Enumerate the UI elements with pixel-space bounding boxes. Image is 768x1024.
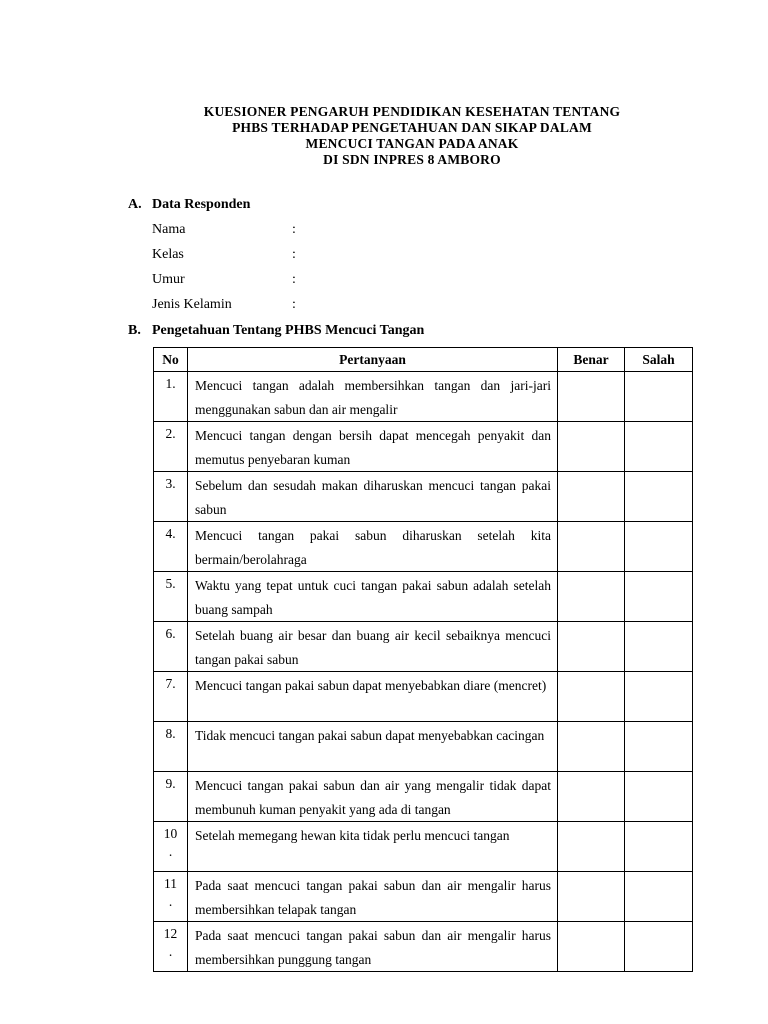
title-line-2: PHBS TERHADAP PENGETAHUAN DAN SIKAP DALAM [232,120,592,135]
row-number [154,372,188,422]
table-row [154,922,693,972]
section-b-letter: B. [128,323,141,338]
table-row [154,722,693,772]
questionnaire-table [153,347,693,972]
row-number-text: 5. [165,576,176,591]
question-text: Mencuci tangan dengan bersih dapat mencegah penyakit dan memutus penyebaran kuman [188,422,558,472]
answer-benar-cell[interactable] [558,472,625,522]
answer-salah-cell[interactable] [625,422,693,472]
question-text: Mencuci tangan adalah membersihkan tangan dan jari-jari menggunakan sabun dan air mengalir [188,372,558,422]
answer-benar-cell[interactable] [558,522,625,572]
table-header-row [154,348,693,372]
question-text: Waktu yang tepat untuk cuci tangan pakai sabun adalah setelah buang sampah [188,572,558,622]
row-number-text: 12 [163,926,178,941]
row-number-text: 7. [165,676,176,691]
field-colon: : [292,272,296,287]
table-row [154,772,693,822]
section-a-heading [128,197,250,213]
table-body [154,372,693,972]
answer-salah-cell[interactable] [625,872,693,922]
table-row [154,622,693,672]
answer-benar-cell[interactable] [558,372,625,422]
row-number-text: 8. [165,726,176,741]
row-number [154,772,188,822]
table-row [154,872,693,922]
field-nama [152,222,296,238]
answer-salah-cell[interactable] [625,922,693,972]
row-number [154,822,188,872]
question-text: Setelah memegang hewan kita tidak perlu mencuci tangan [188,822,558,872]
field-colon: : [292,247,296,262]
question-text: Mencuci tangan pakai sabun diharuskan setelah kita bermain/berolahraga [188,522,558,572]
row-number-text: 6. [165,626,176,641]
field-jenis-kelamin [152,297,296,313]
question-text: Setelah buang air besar dan buang air kecil sebaiknya mencuci tangan pakai sabun [188,622,558,672]
row-number [154,622,188,672]
section-b-title: Pengetahuan Tentang PHBS Mencuci Tangan [152,323,425,338]
row-number [154,522,188,572]
row-number-text: 9. [165,776,176,791]
title-line-4: DI SDN INPRES 8 AMBORO [323,152,501,167]
field-label: Umur [152,272,185,287]
answer-benar-cell[interactable] [558,572,625,622]
header-true: Benar [558,348,625,372]
row-number [154,422,188,472]
answer-benar-cell[interactable] [558,822,625,872]
field-label: Kelas [152,247,184,262]
row-number-text: 11 [164,876,177,891]
question-text: Mencuci tangan pakai sabun dan air yang mengalir tidak dapat membunuh kuman penyakit yang ada di tangan [188,772,558,822]
answer-salah-cell[interactable] [625,672,693,722]
table-row [154,422,693,472]
answer-benar-cell[interactable] [558,872,625,922]
question-text: Mencuci tangan pakai sabun dapat menyebabkan diare (mencret) [188,672,558,722]
row-number-suffix: . [168,944,173,959]
header-question: Pertanyaan [188,348,558,372]
row-number-text: 3. [165,476,176,491]
table-row [154,522,693,572]
answer-benar-cell[interactable] [558,772,625,822]
answer-salah-cell[interactable] [625,372,693,422]
answer-benar-cell[interactable] [558,622,625,672]
field-umur [152,272,296,288]
field-label: Nama [152,222,186,237]
row-number-text: 1. [165,376,176,391]
row-number-text: 2. [165,426,176,441]
row-number [154,922,188,972]
table-row [154,672,693,722]
answer-benar-cell[interactable] [558,722,625,772]
question-text: Sebelum dan sesudah makan diharuskan mencuci tangan pakai sabun [188,472,558,522]
row-number [154,872,188,922]
field-kelas [152,247,296,263]
section-a-title: Data Responden [152,197,251,212]
answer-benar-cell[interactable] [558,922,625,972]
question-text: Tidak mencuci tangan pakai sabun dapat menyebabkan cacingan [188,722,558,772]
row-number-suffix: . [168,894,173,909]
row-number [154,572,188,622]
section-b-heading [128,323,424,339]
answer-benar-cell[interactable] [558,422,625,472]
table-row [154,472,693,522]
answer-salah-cell[interactable] [625,822,693,872]
answer-salah-cell[interactable] [625,522,693,572]
question-text: Pada saat mencuci tangan pakai sabun dan air mengalir harus membersihkan telapak tangan [188,872,558,922]
title-line-3: MENCUCI TANGAN PADA ANAK [305,136,519,151]
row-number [154,672,188,722]
table-row [154,372,693,422]
section-a-letter: A. [128,197,142,212]
row-number-text: 4. [165,526,176,541]
header-false: Salah [625,348,693,372]
row-number [154,472,188,522]
answer-salah-cell[interactable] [625,772,693,822]
row-number-text: 10 [163,826,178,841]
answer-salah-cell[interactable] [625,722,693,772]
field-label: Jenis Kelamin [152,297,232,312]
title-line-1: KUESIONER PENGARUH PENDIDIKAN KESEHATAN TENTANG [203,104,621,119]
answer-benar-cell[interactable] [558,672,625,722]
question-text: Pada saat mencuci tangan pakai sabun dan air mengalir harus membersihkan punggung tangan [188,922,558,972]
field-colon: : [292,297,296,312]
row-number [154,722,188,772]
document-title [0,104,768,168]
field-colon: : [292,222,296,237]
answer-salah-cell[interactable] [625,622,693,672]
header-no: No [154,348,188,372]
table-row [154,822,693,872]
answer-salah-cell[interactable] [625,572,693,622]
answer-salah-cell[interactable] [625,472,693,522]
row-number-suffix: . [168,844,173,859]
table-row [154,572,693,622]
